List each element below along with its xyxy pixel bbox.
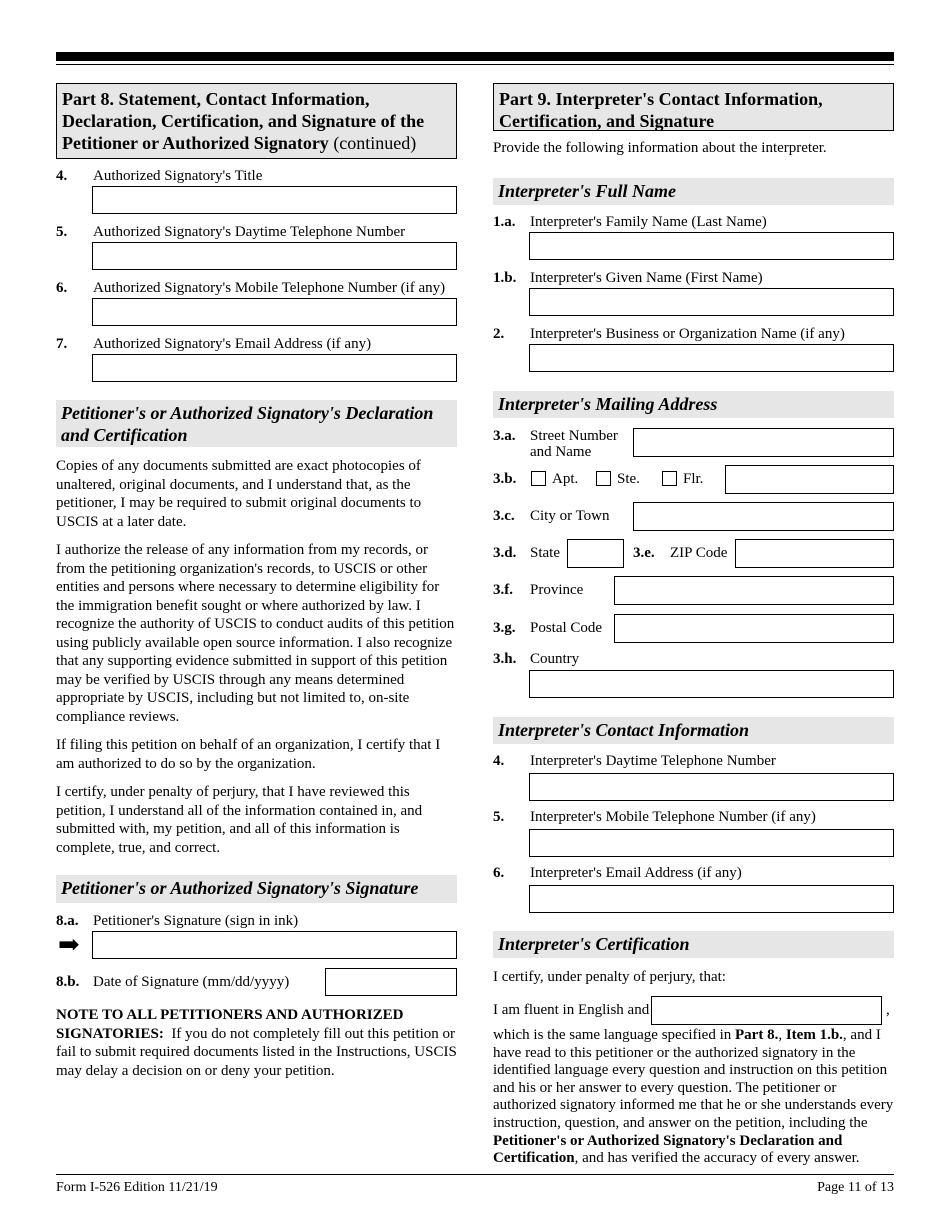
zip-input[interactable] (735, 539, 894, 568)
signature-label: Petitioner's Signature (sign in ink) (93, 913, 299, 929)
item-number: 5. (493, 809, 505, 825)
apt-number: 3.b. (493, 471, 517, 487)
signatory-mobile-phone-input[interactable] (92, 298, 457, 326)
fluent-comma: , (886, 1002, 890, 1018)
province-number: 3.f. (493, 582, 513, 598)
flr-label: Flr. (683, 471, 704, 487)
province-input[interactable] (614, 576, 894, 605)
interpreter-mobile-phone-input[interactable] (529, 829, 894, 857)
part8-header-title: Part 8. Statement, Contact Information, Declaration, Certification, and Signature of the Petitioner or Authorized Signatory (62, 89, 425, 153)
cert-bold-1: Part 8. (735, 1027, 779, 1043)
fluent-label: I am fluent in English and (493, 1002, 650, 1018)
declaration-paragraph: I authorize the release of any information from my records, or from the petitioning organization's records, to USCIS or other entities and persons where necessary to determine eligibility for the immigration benefit sought or where authorized by law. I recognize the authority of USCIS to conduct audits of this petition using publicly available open source information. I also recognize that any supporting evidence submitted in support of this petition may be verified by USCIS through any means determined appropriate by USCIS, including but not limited to, on-site compliance reviews. (56, 542, 455, 725)
item-label: Authorized Signatory's Daytime Telephone Number (93, 224, 406, 240)
street-label-line2: and Name (530, 444, 592, 460)
zip-number: 3.e. (633, 545, 655, 561)
street-label (530, 428, 618, 460)
page-number: Page 11 of 13 (817, 1180, 894, 1195)
part9-intro: Provide the following information about the interpreter. (493, 140, 827, 156)
interpreter-daytime-phone-input[interactable] (529, 773, 894, 801)
item-label: Interpreter's Given Name (First Name) (530, 270, 763, 286)
fullname-heading: Interpreter's Full Name (493, 178, 894, 205)
apt-ste-flr-input[interactable] (725, 465, 894, 494)
interpreter-family-name-input[interactable] (529, 232, 894, 260)
street-label-line1: Street Number (530, 428, 618, 444)
cert-bold-3: Petitioner's or Authorized Signatory's Declaration and Certification (493, 1132, 843, 1167)
date-item-number: 8.b. (56, 974, 80, 990)
street-input[interactable] (633, 428, 894, 457)
part8-header (56, 83, 457, 159)
zip-label: ZIP Code (670, 545, 728, 561)
item-number: 7. (56, 336, 68, 352)
signatory-daytime-phone-input[interactable] (92, 242, 457, 270)
top-rule-thick (56, 52, 894, 61)
cert-bold-2: Item 1.b. (785, 1027, 843, 1043)
item-number: 6. (56, 280, 68, 296)
declaration-heading: Petitioner's or Authorized Signatory's Declaration and Certification (56, 400, 457, 447)
state-number: 3.d. (493, 545, 517, 561)
contact-info-heading: Interpreter's Contact Information (493, 717, 894, 744)
state-select[interactable] (567, 539, 624, 568)
ste-label: Ste. (617, 471, 640, 487)
street-number: 3.a. (493, 428, 516, 444)
apt-checkbox[interactable] (531, 471, 546, 486)
top-rule-thin (56, 64, 894, 65)
province-label: Province (530, 582, 584, 598)
interpreter-given-name-input[interactable] (529, 288, 894, 316)
country-input[interactable] (529, 670, 894, 698)
note-text: If you do not completely fill out this petition or fail to submit required documents listed in the Instructions, USCIS may delay a decision on or deny your petition. (56, 1025, 457, 1079)
state-label: State (530, 545, 560, 561)
date-label: Date of Signature (mm/dd/yyyy) (93, 974, 290, 990)
item-label: Interpreter's Email Address (if any) (530, 865, 742, 881)
item-label: Authorized Signatory's Mobile Telephone Number (if any) (93, 280, 446, 296)
item-label: Interpreter's Daytime Telephone Number (530, 753, 776, 769)
item-number: 2. (493, 326, 505, 342)
city-number: 3.c. (493, 508, 515, 524)
item-number: 1.b. (493, 270, 517, 286)
apt-label: Apt. (552, 471, 579, 487)
language-input[interactable] (651, 996, 882, 1025)
signatory-title-input[interactable] (92, 186, 457, 214)
cert-text-2: , (778, 1027, 786, 1043)
signature-date-input[interactable] (325, 968, 457, 996)
certification-heading: Interpreter's Certification (493, 931, 894, 958)
cert-text-3: , and I have read to this petitioner or the authorized signatory in the identified language every question and instruction on this petition and his or her answer to every question. The petitioner or authorized signatory informed me that he or she understands every instruction, question, and answer on the petition, including the (493, 1027, 894, 1131)
item-label: Interpreter's Business or Organization Name (if any) (530, 326, 845, 342)
item-label: Authorized Signatory's Email Address (if any) (93, 336, 372, 352)
signature-heading: Petitioner's or Authorized Signatory's Signature (56, 875, 457, 903)
item-label: Interpreter's Mobile Telephone Number (if any) (530, 809, 816, 825)
country-number: 3.h. (493, 651, 517, 667)
city-input[interactable] (633, 502, 894, 531)
arrow-right-icon: ➡ (58, 930, 80, 959)
cert-intro: I certify, under penalty of perjury, that: (493, 969, 726, 985)
postal-label: Postal Code (530, 620, 603, 636)
item-label: Authorized Signatory's Title (93, 168, 263, 184)
country-label: Country (530, 651, 580, 667)
petitioner-signature-field[interactable] (92, 931, 457, 959)
item-number: 4. (56, 168, 68, 184)
item-number: 5. (56, 224, 68, 240)
interpreter-business-name-input[interactable] (529, 344, 894, 372)
declaration-paragraph: Copies of any documents submitted are exact photocopies of unaltered, original documents, and I understand that, as the petitioner, I may be required to submit original documents to USCIS at a later date. (56, 458, 422, 530)
interpreter-email-input[interactable] (529, 885, 894, 913)
flr-checkbox[interactable] (662, 471, 677, 486)
cert-text-4: , and has verified the accuracy of every answer. (574, 1150, 860, 1167)
form-edition: Form I-526 Edition 11/21/19 (56, 1180, 218, 1195)
item-number: 1.a. (493, 214, 516, 230)
signature-item-number: 8.a. (56, 913, 79, 929)
note-heading: NOTE TO ALL PETITIONERS AND AUTHORIZED SIGNATORIES: (56, 1007, 404, 1042)
item-number: 4. (493, 753, 505, 769)
part9-header: Part 9. Interpreter's Contact Information, Certification, and Signature (493, 83, 894, 131)
postal-number: 3.g. (493, 620, 516, 636)
part8-header-continued: (continued) (333, 133, 417, 153)
footer-rule (56, 1174, 894, 1175)
item-label: Interpreter's Family Name (Last Name) (530, 214, 767, 230)
mailing-address-heading: Interpreter's Mailing Address (493, 391, 894, 418)
certification-text (493, 1027, 895, 1168)
signatory-email-input[interactable] (92, 354, 457, 382)
note-to-petitioners (56, 1006, 458, 1080)
ste-checkbox[interactable] (596, 471, 611, 486)
item-number: 6. (493, 865, 505, 881)
postal-code-input[interactable] (614, 614, 894, 643)
cert-text-1: which is the same language specified in (493, 1027, 736, 1043)
declaration-paragraph: If filing this petition on behalf of an organization, I certify that I am authorized to do so by the organization. (56, 737, 441, 772)
declaration-paragraph: I certify, under penalty of perjury, that I have reviewed this petition, I understand all of the information contained in, and submitted with, my petition, and all of this information is complete, true, and correct. (56, 784, 423, 856)
city-label: City or Town (530, 508, 610, 524)
